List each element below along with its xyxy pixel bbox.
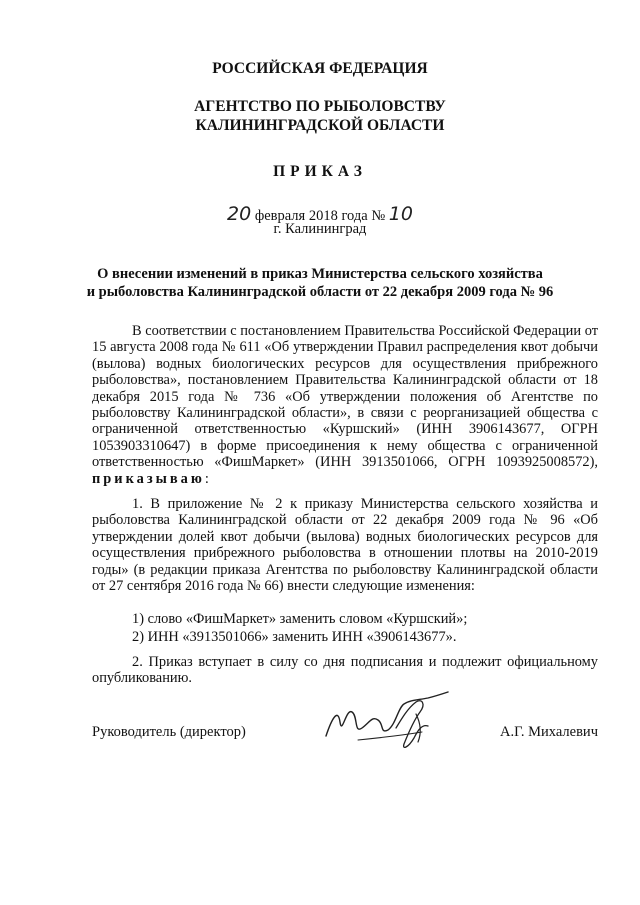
paragraph-item-1: 1. В приложение № 2 к приказу Министерства сельского хозяйства и рыболовства Калининградской области от 22 декабря 2009 года № 96 «Об утверждении долей квот добычи (вылова) водных биологических ресурсов для осуществления прибрежного рыболовства в отношении плотвы на 2010-2019 годы» (в редакции приказа Агентства по рыболовству Калининградской области от 27 сентября 2016 года № 66) внести следующие изменения:	[92, 496, 598, 595]
document-city: г. Калининград	[273, 221, 367, 237]
number-label: №	[371, 208, 386, 224]
signatory-name: А.Г. Михалевич	[500, 724, 598, 740]
change-item-2: 2) ИНН «3913501066» заменить ИНН «3906143677».	[132, 629, 457, 645]
country-heading: РОССИЙСКАЯ ФЕДЕРАЦИЯ	[212, 60, 428, 77]
preamble-text: В соответствии с постановлением Правительства Российской Федерации от 15 августа 2008 года № 611 «Об утверждении Правил распределения квот добычи (вылова) водных биологических ресурсов для осуществления прибрежного рыболовства», постановлением Правительства Калининградской области от 18 декабря 2015 года № 736 «Об утверждении положения об Агентстве по рыболовству Калининградской области», в связи с реорганизацией общества с ограниченной ответственностью «Куршский» (ИНН 3906143677, ОГРН 1053903310647) в форме присоединения к нему общества с ограниченной ответственностью «ФишМаркет» (ИНН 3913501066, ОГРН 1093925008572),	[92, 323, 598, 471]
date-month-year: февраля 2018 года	[254, 208, 368, 224]
handwritten-number: 10	[388, 203, 413, 225]
order-word: приказываю	[92, 470, 205, 487]
paragraph-preamble	[92, 323, 598, 487]
handwritten-day: 20	[227, 203, 252, 225]
agency-heading	[0, 97, 640, 135]
document-title-line1: О внесении изменений в приказ Министерства сельского хозяйства	[97, 266, 543, 282]
document-type-heading: ПРИКАЗ	[273, 163, 367, 180]
signatory-title: Руководитель (директор)	[92, 724, 246, 740]
order-colon: :	[204, 470, 209, 487]
agency-heading-line2: КАЛИНИНГРАДСКОЙ ОБЛАСТИ	[195, 117, 445, 134]
document-title	[0, 265, 640, 301]
change-item-1: 1) слово «ФишМаркет» заменить словом «Куршский»;	[132, 611, 468, 627]
handwritten-signature	[318, 678, 468, 758]
document-title-line2: и рыболовства Калининградской области от 22 декабря 2009 года № 96	[86, 284, 554, 300]
paragraph-item-2: 2. Приказ вступает в силу со дня подписания и подлежит официальному опубликованию.	[92, 654, 598, 687]
agency-heading-line1: АГЕНТСТВО ПО РЫБОЛОВСТВУ	[194, 98, 446, 115]
